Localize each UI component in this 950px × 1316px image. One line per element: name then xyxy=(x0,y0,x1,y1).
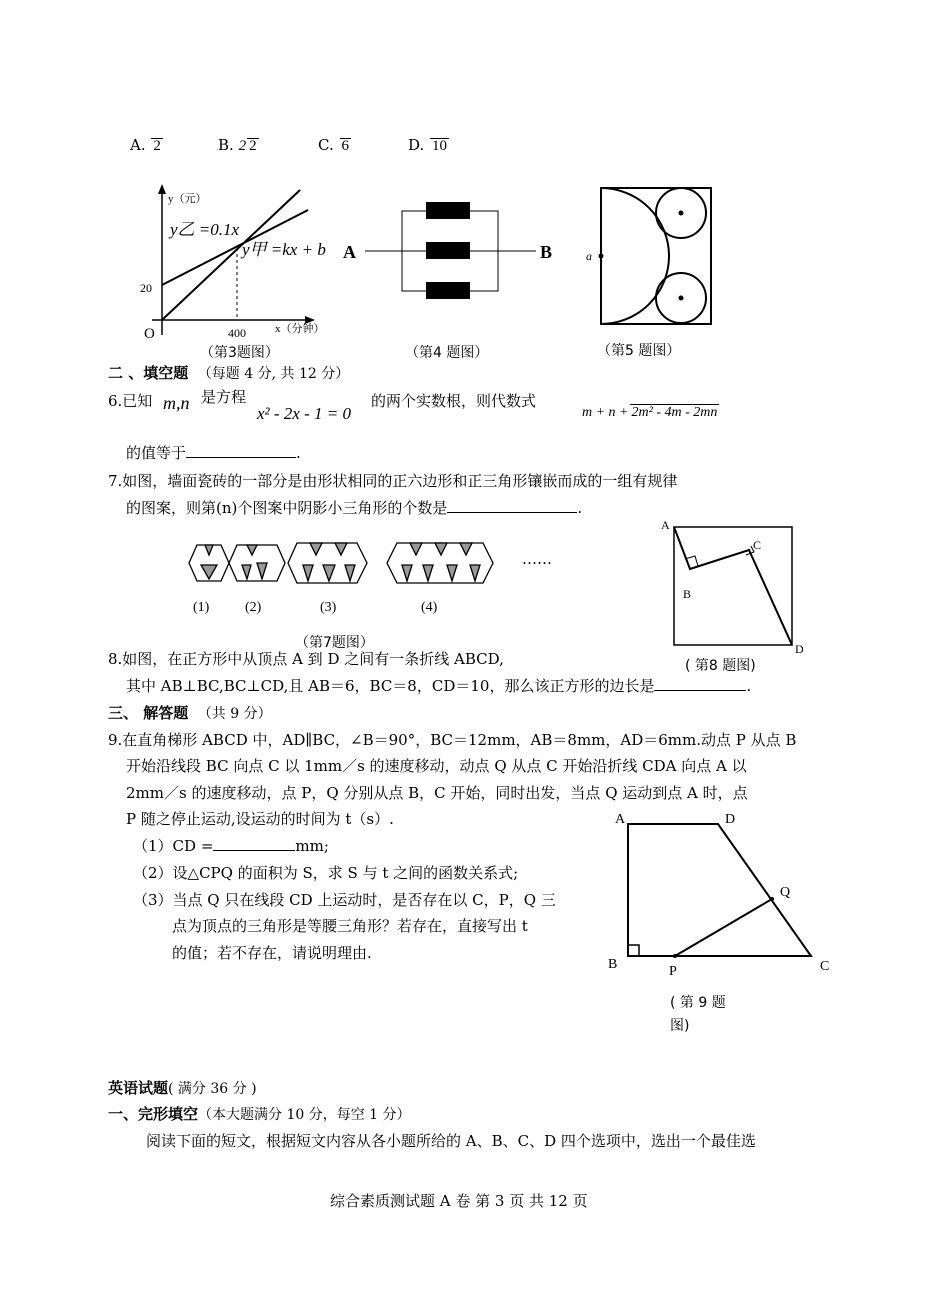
semicircle xyxy=(601,188,669,324)
q9-part3b: 点为顶点的三角形是等腰三角形？若存在，直接写出 t xyxy=(172,917,528,935)
node-b: B xyxy=(540,242,553,262)
option-c: C. 6 xyxy=(318,136,349,154)
q9-part3a: （3）当点 Q 只在线段 CD 上运动时，是否存在以 C，P，Q 三 xyxy=(133,891,556,909)
pattern-label-3: (3) xyxy=(320,600,337,615)
english-heading: 英语试题( 满分 36 分 ) xyxy=(108,1079,257,1097)
figure-7-tiles xyxy=(185,535,505,625)
q6-vars: m,n xyxy=(163,393,190,413)
fig8-a: A xyxy=(661,518,670,532)
fig9-d: D xyxy=(725,812,736,827)
fig8-b: B xyxy=(683,587,692,601)
eq-yi: y乙 =0.1x xyxy=(170,220,240,239)
eq-jia: y甲 =kx + b xyxy=(242,240,326,259)
q9-line4: P 随之停止运动,设运动的时间为 t（s）. xyxy=(126,810,394,828)
q8-line2: 其中 AB⊥BC,BC⊥CD,且 AB＝6，BC＝8，CD＝10，那么该正方形的边长是 . xyxy=(126,677,752,695)
polyline-abcd xyxy=(674,527,792,645)
fig5-caption: （第5 题图） xyxy=(597,343,681,359)
section-3-heading: 三、 解答题 （共 9 分） xyxy=(108,704,272,722)
fig3-caption: （第3题图） xyxy=(200,345,279,361)
y-tick-20: 20 xyxy=(140,281,152,295)
section-2-heading: 二 、填空题 （每题 4 分, 共 12 分） xyxy=(108,364,350,382)
segment-pq xyxy=(675,899,772,956)
pattern-label-1: (1) xyxy=(193,600,210,615)
page-footer: 综合素质测试题 A 卷 第 3 页 共 12 页 xyxy=(330,1192,588,1210)
resistor-2 xyxy=(426,242,470,259)
x-tick-400: 400 xyxy=(228,326,246,340)
q9-part1: （1）CD = mm; xyxy=(133,837,329,855)
q9-line2: 开始沿线段 BC 向点 C 以 1mm／s 的速度移动，动点 Q 从点 C 开始沿折线 CDA 向点 A 以 xyxy=(126,757,747,775)
figure-4-circuit xyxy=(340,200,565,310)
fig9-q: Q xyxy=(780,885,791,900)
q6-tail: 的两个实数根，则代数式 xyxy=(371,392,537,410)
q6-expression: m + n + 2m² - 4m - 2mn xyxy=(582,405,718,420)
q6-lead: 6.已知 xyxy=(108,392,153,410)
x-axis-label: x（分钟） xyxy=(275,323,325,335)
fig9-p: P xyxy=(669,964,677,979)
option-d: D. 10 xyxy=(408,136,448,154)
fig4-caption: （第4 题图） xyxy=(405,345,489,361)
fig9-caption-2: 图) xyxy=(670,1018,690,1034)
q6-equation: x² - 2x - 1 = 0 xyxy=(257,404,351,423)
english-section-1: 一、完形填空（本大题满分 10 分，每空 1 分） xyxy=(108,1105,411,1123)
figure-5-geometry xyxy=(580,185,720,330)
option-b: B. 2 2 xyxy=(218,136,257,154)
english-intro: 阅读下面的短文，根据短文内容从各小题所给的 A、B、C、D 四个选项中，选出一个最佳选 xyxy=(146,1132,756,1150)
fig9-caption-1: ( 第 9 题 xyxy=(670,995,726,1011)
fig8-caption: ( 第8 题图) xyxy=(685,658,756,674)
q6-mid: 是方程 xyxy=(201,388,247,406)
resistor-1 xyxy=(426,202,470,219)
q7-ellipsis: …… xyxy=(522,550,552,568)
pattern-label-4: (4) xyxy=(421,600,438,615)
q9-part2: （2）设△CPQ 的面积为 S，求 S 与 t 之间的函数关系式; xyxy=(133,864,519,882)
figure-8-square xyxy=(655,515,810,660)
figure-3-graph xyxy=(130,180,360,365)
point-a-label: a xyxy=(586,249,592,263)
q6-line2: 的值等于 . xyxy=(126,444,301,462)
fig8-c: C xyxy=(753,538,762,552)
figure-9-trapezoid xyxy=(605,808,840,983)
fig8-d: D xyxy=(795,642,804,656)
resistor-3 xyxy=(426,282,470,299)
q7-line1: 7.如图，墙面瓷砖的一部分是由形状相同的正六边形和正三角形镶嵌而成的一组有规律 xyxy=(108,472,678,490)
node-a: A xyxy=(343,242,356,262)
q8-line1: 8.如图，在正方形中从顶点 A 到 D 之间有一条折线 ABCD, xyxy=(108,650,504,668)
q9-part3c: 的值；若不存在，请说明理由. xyxy=(172,944,372,962)
fig9-b: B xyxy=(608,957,618,972)
fig9-a: A xyxy=(615,812,626,827)
fig7-caption: （第7题图） xyxy=(295,635,374,651)
y-axis-label: y（元） xyxy=(168,193,207,205)
origin-label: O xyxy=(144,326,155,342)
q7-line2: 的图案，则第(n)个图案中阴影小三角形的个数是 . xyxy=(126,499,583,517)
option-a: A. 2 xyxy=(130,136,161,154)
q9-line1: 9.在直角梯形 ABCD 中，AD∥BC，∠B＝90°，BC＝12mm，AB＝8mm，AD＝6mm.动点 P 从点 B xyxy=(108,731,797,749)
fig9-c: C xyxy=(820,959,830,974)
pattern-label-2: (2) xyxy=(245,600,262,615)
q9-line3: 2mm／s 的速度移动，点 P，Q 分别从点 B，C 开始，同时出发，当点 Q 运动到点 A 时，点 xyxy=(126,784,748,802)
